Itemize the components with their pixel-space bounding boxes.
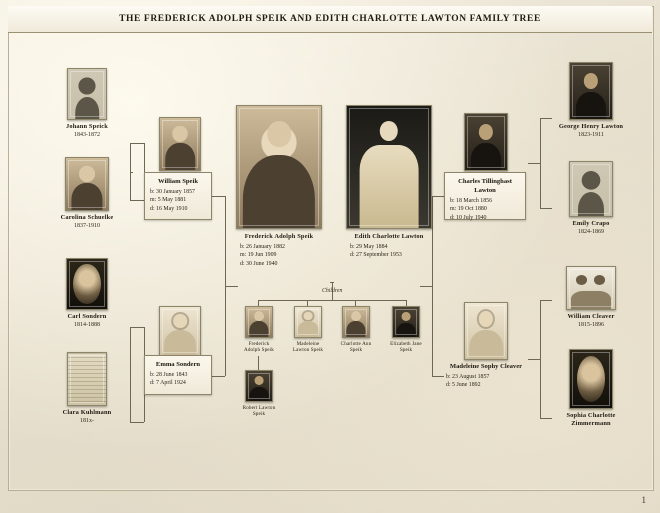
person-name: Elizabeth Jane Speik	[390, 341, 422, 354]
person-dates: 1837-1910	[74, 223, 100, 229]
portrait-george-henry-lawton	[569, 62, 613, 120]
connector-line	[130, 422, 144, 423]
connector-line	[432, 196, 433, 376]
page-number: 1	[641, 495, 646, 505]
person-george-henry-lawton[interactable]	[552, 62, 630, 139]
portrait-child-charlotte	[342, 306, 370, 338]
person-charles-tillinghast-lawton-portrait[interactable]	[462, 113, 510, 171]
person-name: Johann Speick	[66, 123, 108, 130]
person-edith-charlotte-lawton[interactable]	[346, 105, 432, 241]
children-label: Children	[322, 288, 343, 294]
person-william-speik-portrait[interactable]	[152, 117, 208, 171]
person-name: Charlotte Ann Speik	[340, 341, 372, 354]
person-william-cleaver[interactable]	[552, 266, 630, 329]
infobox-line: m: 19 Oct 1880	[450, 206, 487, 213]
person-child-robert[interactable]	[240, 370, 278, 418]
portrait-child-frederick	[245, 306, 273, 338]
portrait-child-madeleine	[294, 306, 322, 338]
infobox-line: d: 5 June 1892	[446, 382, 481, 389]
person-name: Madeleine Lawton Speik	[292, 341, 324, 354]
person-name: Edith Charlotte Lawton	[354, 233, 424, 240]
infobox-line: d: 16 May 1910	[150, 205, 188, 212]
connector-line	[540, 300, 541, 418]
person-name: Carolina Schuelke	[60, 214, 114, 221]
connector-line	[212, 196, 225, 197]
connector-line	[130, 143, 144, 144]
infobox-name: Madeleine Sophy Cleaver	[449, 363, 523, 370]
person-frederick-adolph-speik[interactable]	[236, 105, 322, 241]
connector-line	[420, 286, 432, 287]
person-carolina-schuelke[interactable]	[52, 157, 122, 230]
portrait-clara-kuhlmann	[67, 352, 107, 406]
page-title: THE FREDERICK ADOLPH SPEIK AND EDITH CHARLOTTE LAWTON FAMILY TREE	[119, 14, 541, 24]
person-dates: 1824-1869	[578, 229, 604, 235]
portrait-carl-sondern	[66, 258, 108, 310]
portrait-child-elizabeth	[392, 306, 420, 338]
connector-line	[258, 300, 406, 301]
person-madeleine-sophy-cleaver-portrait[interactable]	[462, 302, 510, 360]
person-name: Clara Kuhlmann	[62, 409, 112, 416]
connector-line	[225, 286, 238, 287]
person-name: Frederick Adolph Speik	[244, 233, 314, 240]
person-name: Emily Crapo	[572, 220, 610, 227]
infobox-line: d: 10 July 1940	[450, 214, 487, 221]
infobox-line: b: 30 January 1857	[150, 189, 195, 195]
person-clara-kuhlmann[interactable]	[52, 352, 122, 425]
connector-line	[258, 356, 259, 370]
infobox-line: b: 18 March 1856	[450, 198, 493, 204]
infobox-charles-tillinghast-lawton[interactable]	[444, 172, 526, 220]
infobox-madeleine-sophy-cleaver[interactable]	[444, 362, 528, 402]
infobox-line: b: 23 August 1857	[446, 374, 490, 380]
infobox-emma-sondern[interactable]	[144, 355, 212, 395]
person-dates: 1843-1872	[74, 132, 100, 138]
person-name: Carl Sondern	[67, 313, 107, 320]
portrait-frederick-adolph-speik	[236, 105, 322, 229]
connector-line	[540, 208, 552, 209]
infobox-william-speik[interactable]	[144, 172, 212, 220]
person-name: Sophia Charlotte Zimmermann	[566, 412, 616, 427]
connector-line	[528, 163, 540, 164]
portrait-charles-tillinghast-lawton	[464, 113, 508, 171]
connector-line	[540, 118, 541, 208]
person-emily-crapo[interactable]	[552, 161, 630, 236]
portrait-emily-crapo	[569, 161, 613, 217]
infobox-line: d: 30 June 1940	[240, 260, 278, 267]
connector-line	[130, 172, 133, 173]
connector-line	[432, 376, 444, 377]
connector-line	[130, 327, 131, 422]
person-emma-sondern-portrait[interactable]	[152, 306, 208, 356]
person-name: Robert Lawton Speik	[242, 405, 276, 418]
connector-line	[212, 376, 225, 377]
person-dates: 1815-1896	[578, 322, 604, 328]
infobox-line: b: 29 May 1884	[350, 244, 388, 250]
person-name: George Henry Lawton	[558, 123, 624, 130]
person-child-charlotte[interactable]	[337, 306, 375, 354]
person-name: William Cleaver	[567, 313, 615, 320]
person-name: Frederick Adolph Speik	[244, 341, 274, 354]
connector-line	[432, 196, 444, 197]
infobox-name: Emma Sondern	[155, 361, 201, 368]
person-child-frederick[interactable]	[240, 306, 278, 354]
connector-line	[130, 200, 144, 201]
connector-line	[540, 418, 552, 419]
person-child-elizabeth[interactable]	[387, 306, 425, 354]
person-dates: 181x-	[80, 418, 94, 424]
person-johann-speick[interactable]	[52, 68, 122, 139]
portrait-madeleine-sophy-cleaver	[464, 302, 508, 360]
portrait-child-robert	[245, 370, 273, 402]
person-sophia-charlotte-zimmermann[interactable]	[552, 349, 630, 428]
infobox-edith-charlotte-lawton[interactable]	[348, 243, 434, 277]
connector-line	[528, 359, 540, 360]
infobox-name: William Speik	[157, 178, 198, 185]
title-bar	[8, 6, 652, 33]
person-carl-sondern[interactable]	[52, 258, 122, 329]
portrait-william-cleaver	[566, 266, 616, 310]
infobox-line: b: 26 January 1882	[240, 244, 285, 250]
person-dates: 1823-1911	[578, 132, 604, 138]
portrait-johann-speick	[67, 68, 107, 120]
connector-line	[540, 300, 552, 301]
portrait-sophia-charlotte-zimmermann	[569, 349, 613, 409]
infobox-line: d: 27 September 1953	[350, 252, 402, 259]
person-dates: 1814-1888	[74, 322, 100, 328]
infobox-line: m: 5 May 1881	[150, 197, 187, 204]
portrait-carolina-schuelke	[65, 157, 109, 211]
person-child-madeleine[interactable]	[289, 306, 327, 354]
infobox-name: Charles Tillinghast Lawton	[458, 178, 512, 194]
infobox-line: m: 19 Jun 1909	[240, 252, 277, 259]
portrait-edith-charlotte-lawton	[346, 105, 432, 229]
connector-line	[540, 118, 552, 119]
portrait-william-speik	[159, 117, 201, 171]
connector-line	[130, 327, 144, 328]
portrait-emma-sondern	[159, 306, 201, 356]
infobox-line: d: 7 April 1924	[150, 380, 186, 387]
infobox-line: b: 28 June 1843	[150, 372, 188, 378]
infobox-frederick-adolph-speik[interactable]	[238, 243, 320, 287]
